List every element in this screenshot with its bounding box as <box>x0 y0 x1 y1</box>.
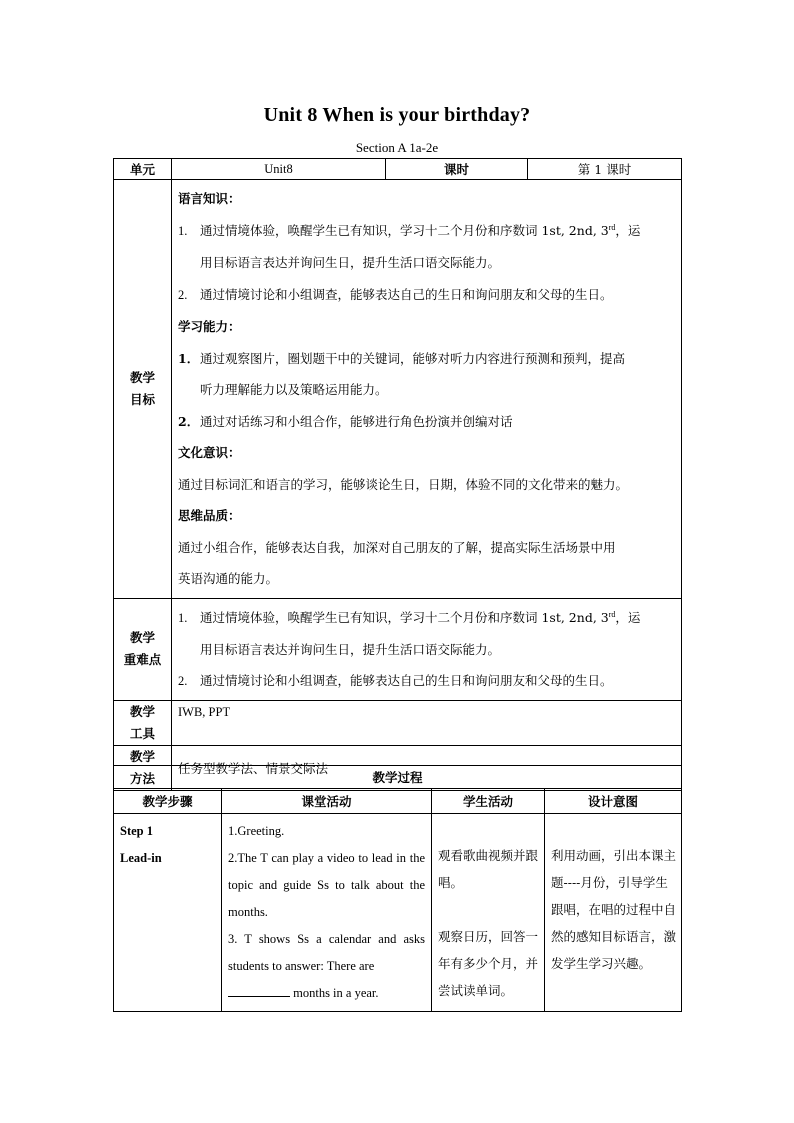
key-point-2: 2. 通过情境讨论和小组调查，能够表达自己的生日和询问朋友和父母的生日。 <box>178 672 613 688</box>
thinking-text-1: 通过小组合作，能够表达自我，加深对自己朋友的了解，提高实际生活场景中用 <box>178 539 616 555</box>
unit-value: Unit8 <box>172 159 386 180</box>
col-step: 教学步骤 <box>114 789 222 814</box>
answer-blank <box>228 985 290 997</box>
col-activity: 课堂活动 <box>222 789 432 814</box>
key-points-label: 教学 重难点 <box>114 598 172 700</box>
activity-2: 2.The T can play a video to lead in the topic and guide Ss to talk about the months. <box>228 851 425 919</box>
key-points-content <box>172 598 682 700</box>
col-design: 设计意图 <box>545 789 682 814</box>
process-heading: 教学过程 <box>114 766 682 789</box>
culture-text: 通过目标词汇和语言的学习，能够谈论生日，日期，体验不同的文化带来的魅力。 <box>178 476 629 492</box>
tools-value: IWB, PPT <box>172 700 682 745</box>
ability-item-1-cont: 听力理解能力以及策略运用能力。 <box>200 382 388 397</box>
unit-label: 单元 <box>114 159 172 180</box>
activity-3: 3. T shows Ss a calendar and asks students to answer: There are months in a year. <box>228 932 425 1000</box>
tools-label: 教学 工具 <box>114 700 172 745</box>
ability-item-2: 2．通过对话练习和小组合作，能够进行角色扮演并创编对话 <box>178 413 513 429</box>
lesson-plan-table <box>113 158 682 791</box>
period-label: 课时 <box>386 159 528 180</box>
page-subtitle: Section A 1a-2e <box>355 140 439 155</box>
design-cell: 利用动画，引出本课主题----月份，引导学生跟唱，在唱的过程中自然的感知目标语言，激发学生学习兴趣。 <box>545 814 682 1012</box>
process-table <box>113 765 682 1012</box>
step-name: Lead-in <box>120 851 162 865</box>
period-value: 第 1 课时 <box>528 159 682 180</box>
language-item-1: 1. 通过情境体验，唤醒学生已有知识，学习十二个月份和序数词 1st, 2nd, 3rd，运 <box>178 222 641 238</box>
methods-label: 教学 方法 <box>114 745 172 790</box>
ability-heading: 学习能力： <box>178 319 241 334</box>
page-title: Unit 8 When is your birthday? <box>263 104 531 126</box>
thinking-text-2: 英语沟通的能力。 <box>178 571 279 586</box>
objectives-content <box>172 180 682 599</box>
student-cell <box>432 814 545 1012</box>
objectives-label: 教学 目标 <box>114 180 172 599</box>
language-item-1-cont: 用目标语言表达并询问生日，提升生活口语交际能力。 <box>200 255 501 270</box>
key-point-1: 1. 通过情境体验，唤醒学生已有知识，学习十二个月份和序数词 1st, 2nd, 3rd，运 <box>178 609 641 625</box>
step-cell <box>114 814 222 1012</box>
key-point-1-cont: 用目标语言表达并询问生日，提升生活口语交际能力。 <box>200 641 501 657</box>
culture-heading: 文化意识： <box>178 445 241 460</box>
activity-cell <box>222 814 432 1012</box>
language-item-2: 2. 通过情境讨论和小组调查，能够表达自己的生日和询问朋友和父母的生日。 <box>178 286 613 302</box>
language-heading: 语言知识： <box>178 191 241 206</box>
thinking-heading: 思维品质： <box>178 508 241 523</box>
col-student: 学生活动 <box>432 789 545 814</box>
methods-value: 任务型教学法、情景交际法 <box>172 745 682 790</box>
student-activity-2: 观察日历，回答一年有多少个月，并尝试读单词。 <box>438 929 539 998</box>
ability-item-1: 1．通过观察图片，圈划题干中的关键词，能够对听力内容进行预测和预判，提高 <box>178 350 626 366</box>
student-activity-1: 观看歌曲视频并跟唱。 <box>438 848 539 890</box>
activity-1: 1.Greeting. <box>228 824 285 838</box>
step-number: Step 1 <box>120 824 153 838</box>
